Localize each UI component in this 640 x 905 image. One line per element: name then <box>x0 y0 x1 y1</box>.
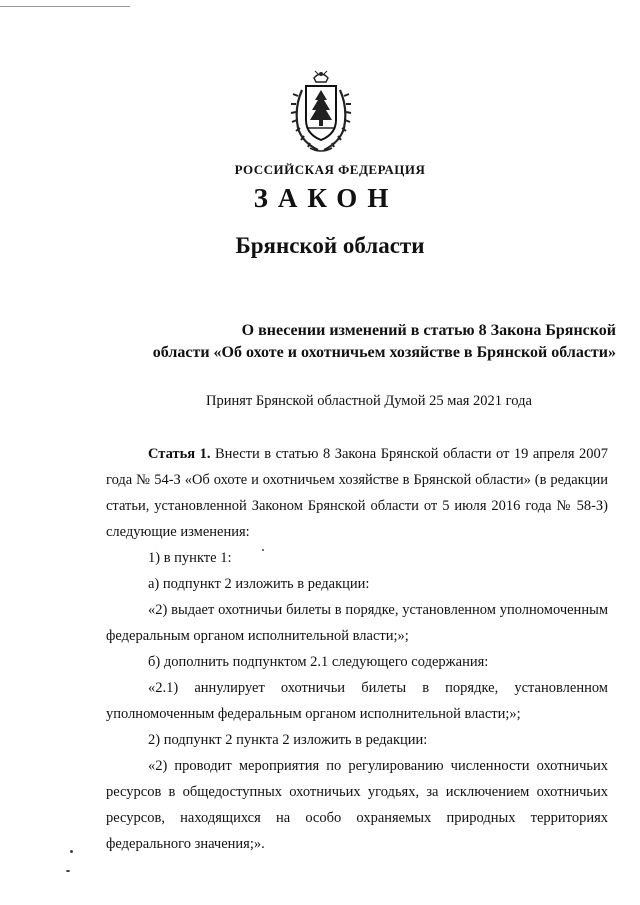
item-1a-text: «2) выдает охотничьи билеты в порядке, установленном уполномоченным федеральным органом исполнительной власти;»; <box>106 602 608 644</box>
item-2: 2) подпункт 2 пункта 2 изложить в редакции: <box>148 732 428 748</box>
item-1a: а) подпункт 2 изложить в редакции: <box>148 576 370 592</box>
article-1-paragraph <box>106 441 608 545</box>
item-1: 1) в пункте 1: <box>148 550 232 566</box>
scan-speck <box>70 850 73 853</box>
item-2-text: «2) проводит мероприятия по регулированию численности охотничьих ресурсов в общедоступных охотничьих угодьях, за исключением охотничьих ресурсов, находящихся на особо охраняемых природных территориях федерального значения;». <box>106 758 608 852</box>
article-intro: Внести в статью 8 Закона Брянской области от 19 апреля 2007 года № 54-З «Об охоте и охотничьем хозяйстве в Брянской области» (в редакции статьи, установленной Законом Брянской области от 5 июля 2016 года № 58-З) следующие изменения: <box>106 446 609 540</box>
law-title-line-1: О внесении изменений в статью 8 Закона Брянской <box>241 322 616 339</box>
law-title <box>106 320 616 364</box>
country-heading: РОССИЙСКАЯ ФЕДЕРАЦИЯ <box>234 162 426 177</box>
article-body <box>106 441 608 857</box>
item-1b: б) дополнить подпунктом 2.1 следующего содержания: <box>148 654 489 670</box>
region-heading: Брянской области <box>235 233 425 258</box>
document-type-heading: ЗАКОН <box>253 183 399 213</box>
law-title-line-2: области «Об охоте и охотничьем хозяйстве в Брянской области» <box>152 344 616 361</box>
coat-of-arms-emblem <box>288 68 354 156</box>
article-heading: Статья 1. <box>148 446 211 462</box>
item-1b-text: «2.1) аннулирует охотничьи билеты в порядке, установленном уполномоченным федеральным органом исполнительной власти;»; <box>106 680 608 722</box>
scan-artifact-line <box>0 6 130 7</box>
adoption-statement: Принят Брянской областной Думой 25 мая 2021 года <box>206 393 532 409</box>
scan-speck <box>262 549 264 551</box>
scan-speck <box>66 870 70 872</box>
